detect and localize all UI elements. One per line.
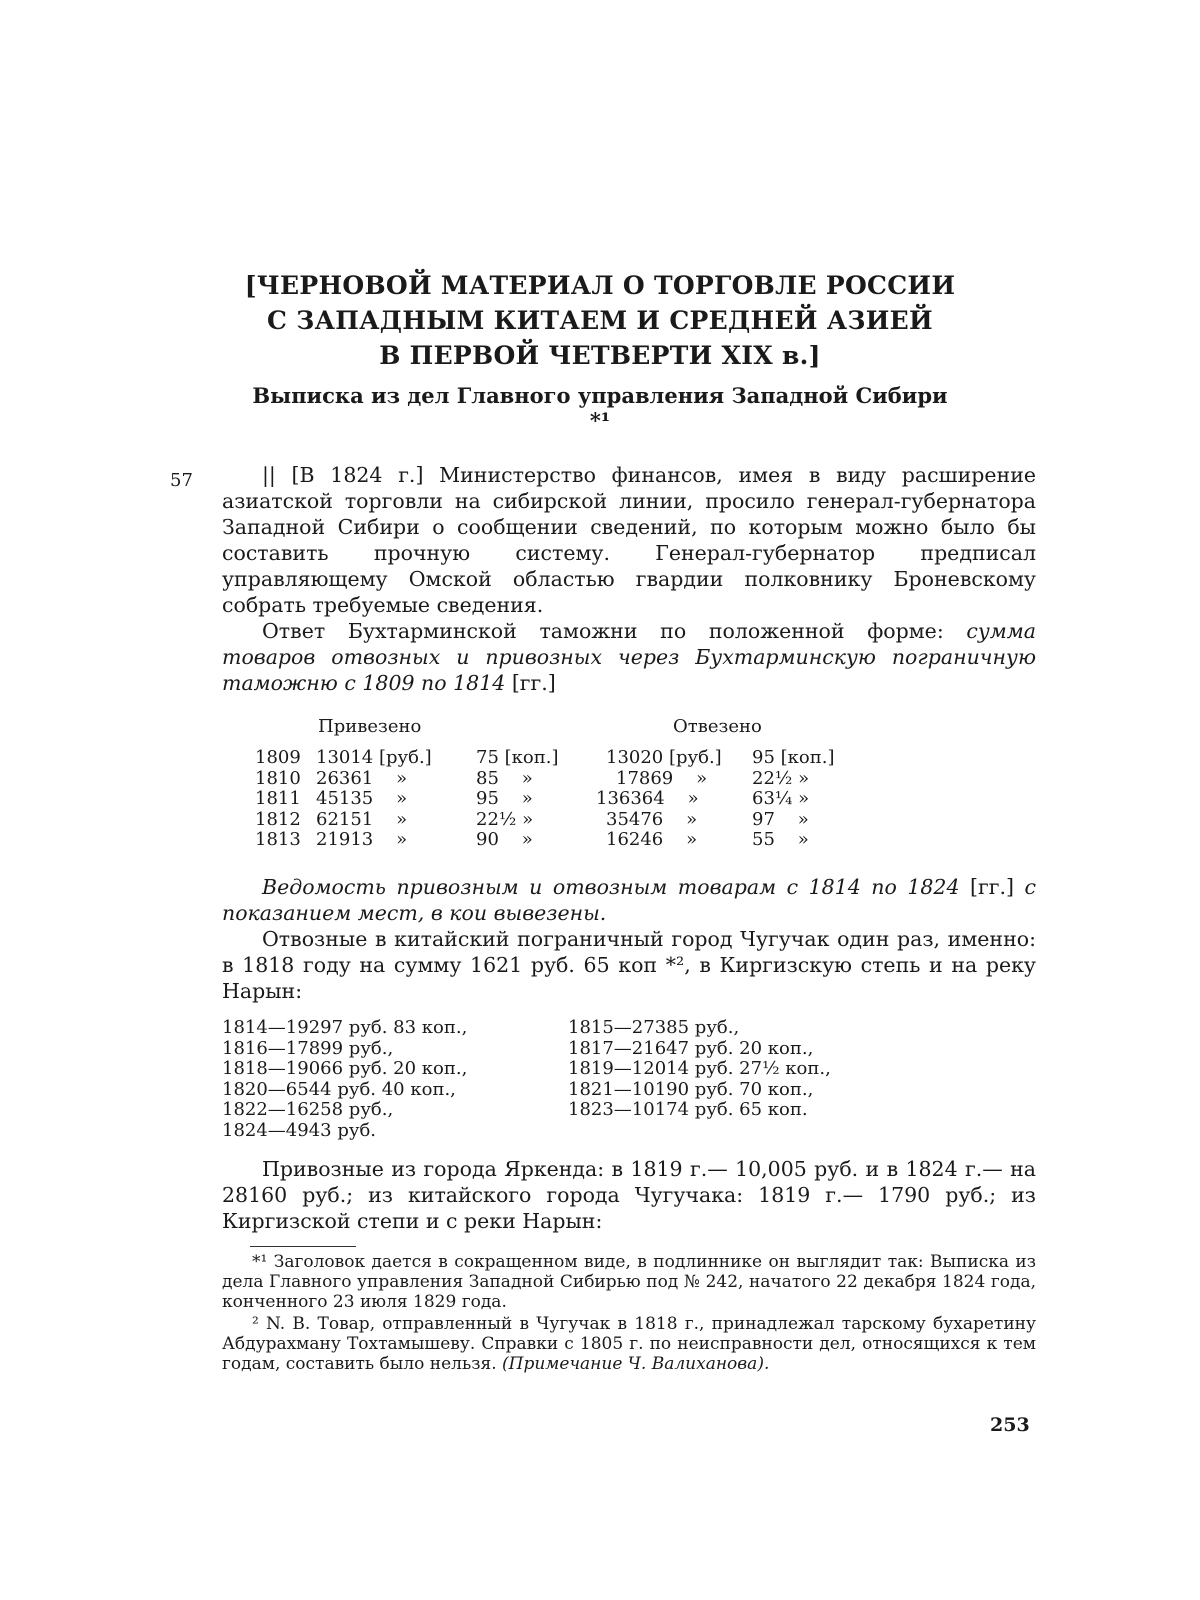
- table-cell: 17869 »: [616, 767, 708, 789]
- table-cell: 1812: [255, 808, 301, 830]
- table-cell: 55 »: [752, 829, 809, 850]
- list-item: 1814—19297 руб. 83 коп.,: [222, 1017, 468, 1038]
- table-cell: 22½ »: [752, 767, 810, 789]
- table1-head-exported: Отвезено: [673, 716, 762, 737]
- table-cell: 13014 [руб.]: [316, 747, 432, 768]
- table-cell: 95 [коп.]: [752, 747, 835, 768]
- footnote-divider: [250, 1246, 356, 1247]
- paragraph-vedomost: [222, 874, 1036, 926]
- paragraph-vedomost-mid: [гг.]: [959, 875, 1025, 899]
- document-subtitle: Выписка из дел Главного управления Западной Сибири *¹: [252, 383, 948, 433]
- table-cell: 13020 [руб.]: [606, 747, 722, 768]
- table-cell: 75 [коп.]: [476, 747, 559, 768]
- table2-left-column: [222, 1018, 552, 1141]
- table-cell: 26361 »: [316, 767, 408, 789]
- footnote-2-italic: (Примечание Ч. Валиханова).: [502, 1354, 770, 1374]
- table-cell: 1813: [255, 829, 301, 850]
- footnote-1: *¹ Заголовок дается в сокращенном виде, в подлиннике он выглядит так: Выписка из дела Главного управления Западной Сибирью под № 242, начатого 22 декабря 1824 года, конченного 23 июля 1829 года.: [222, 1252, 1036, 1312]
- paragraph-bukhtarma-lead: Ответ Бухтарминской таможни по положенной форме:: [262, 619, 967, 643]
- document-title: [240, 268, 960, 373]
- footnote-2-text: ² N. B. Товар, отправленный в Чугучак в 1818 г., принадлежал тарскому бухаретину Абдурахману Тохтамышеву. Справки с 1805 г. по неисправности дел, относящихся к тем годам, составить было нельзя.: [222, 1314, 1036, 1374]
- table-cell: 63¼ »: [752, 788, 810, 809]
- table-cell: 1811: [255, 788, 301, 809]
- table-cell: 1809: [255, 747, 301, 768]
- footnote-2: [222, 1314, 1036, 1374]
- table-cell: 1810: [255, 767, 301, 789]
- list-item: 1819—12014 руб. 27½ коп.,: [568, 1058, 831, 1079]
- table-cell: 85 »: [476, 767, 533, 789]
- title-line-1: [ЧЕРНОВОЙ МАТЕРИАЛ О ТОРГОВЛЕ РОССИИ: [244, 271, 956, 300]
- trade-table-1809-1813: [0, 748, 1200, 858]
- paragraph-bukhtarma: [222, 618, 1036, 696]
- table-cell: 136364 »: [596, 788, 699, 809]
- paragraph-bukhtarma-tail: [гг.]: [505, 671, 556, 695]
- table-cell: 90 »: [476, 829, 533, 850]
- paragraph-exported: Отвозные в китайский пограничный город Чугучак один раз, именно: в 1818 году на сумму 1621 руб. 65 коп *², в Киргизскую степь и на реку Нарын:: [222, 927, 1036, 1003]
- paragraph-imported: Привозные из города Яркенда: в 1819 г.— 10,005 руб. и в 1824 г.— на 28160 руб.; из китайского города Чугучака: 1819 г.— 1790 руб.; из Киргизской степи и с реки Нарын:: [222, 1157, 1036, 1233]
- table-cell: 62151 »: [316, 808, 408, 830]
- list-item: 1820—6544 руб. 40 коп.,: [222, 1078, 456, 1100]
- list-item: 1823—10174 руб. 65 коп.: [568, 1099, 808, 1120]
- table1-head-imported: Привезено: [318, 716, 422, 737]
- paragraph-vedomost-italic-2: с показанием мест, в кои вывезены.: [222, 875, 1036, 925]
- table-cell: 16246 »: [606, 829, 698, 850]
- list-item: 1818—19066 руб. 20 коп.,: [222, 1058, 468, 1079]
- paragraph-vedomost-italic: Ведомость привозным и отвозным товарам с 1814 по 1824: [262, 875, 960, 899]
- list-item: 1824—4943 руб.: [222, 1119, 377, 1141]
- title-line-2: С ЗАПАДНЫМ КИТАЕМ И СРЕДНЕЙ АЗИЕЙ: [267, 306, 933, 335]
- table-cell: 97 »: [752, 808, 809, 830]
- paragraph-bukhtarma-italic: сумма товаров отвозных и привозных через Бухтарминскую пограничную таможню с 1809 по 1814: [222, 619, 1036, 695]
- list-item: 1817—21647 руб. 20 коп.,: [568, 1037, 814, 1059]
- table2-right-column: [568, 1018, 898, 1121]
- table-cell: 22½ »: [476, 808, 534, 830]
- list-item: 1816—17899 руб.,: [222, 1037, 394, 1059]
- margin-page-number: 57: [170, 470, 193, 491]
- paragraph-intro: || [В 1824 г.] Министерство финансов, имея в виду расширение азиатской торговли на сибирской линии, просило генерал-губернатора Западной Сибири о сообщении сведений, по которым можно было бы составить прочную систему. Генерал-губернатор предписал управляющему Омской областью гвардии полковнику Броневскому собрать требуемые сведения.: [222, 463, 1036, 617]
- table-cell: 45135 »: [316, 788, 408, 809]
- table-cell: 35476 »: [606, 808, 698, 830]
- table-cell: 21913 »: [316, 829, 408, 850]
- table-cell: 95 »: [476, 788, 533, 809]
- list-item: 1821—10190 руб. 70 коп.,: [568, 1078, 814, 1100]
- list-item: 1815—27385 руб.,: [568, 1017, 740, 1038]
- page-number: 253: [990, 1414, 1030, 1436]
- title-line-3: В ПЕРВОЙ ЧЕТВЕРТИ XIX в.]: [379, 341, 821, 370]
- list-item: 1822—16258 руб.,: [222, 1099, 394, 1120]
